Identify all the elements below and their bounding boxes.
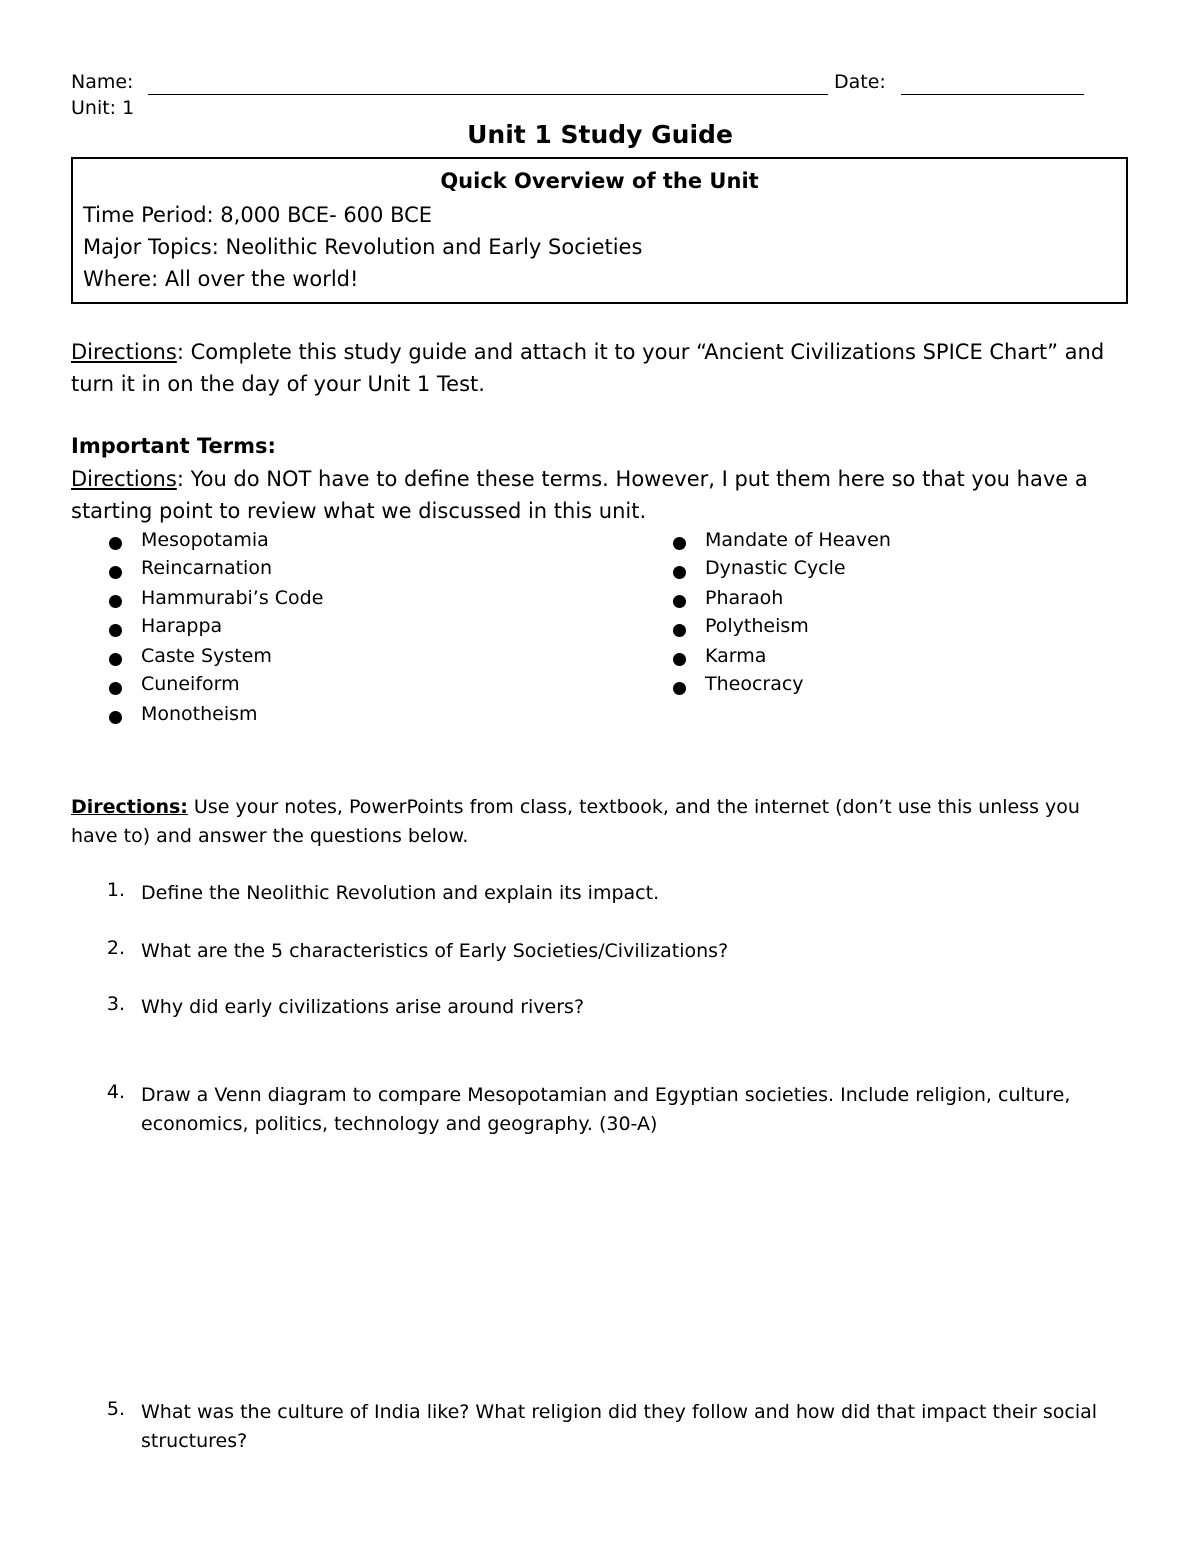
name-label: Name: [71,71,134,93]
terms-directions-label: Directions [71,467,177,491]
directions-label: Directions [71,340,177,364]
name-field[interactable] [148,94,828,95]
question-text: Draw a Venn diagram to compare Mesopotamian and Egyptian societies. Include religion, culture, economics, politics, technology and geography. (30-A) [141,1084,1071,1135]
overview-box [71,157,1128,304]
date-label: Date: [834,71,886,93]
bullet-icon [109,653,122,666]
directions-intro [71,336,1141,400]
bullet-icon [109,624,122,637]
bullet-icon [109,711,122,724]
directions2-label: Directions: [71,796,188,818]
bullet-icon [673,537,686,550]
term-item: Hammurabi’s Code [141,587,324,609]
term-item: Polytheism [705,615,809,637]
directions2-text: Use your notes, PowerPoints from class, textbook, and the internet (don’t use this unless you have to) and answer the questions below. [71,796,1080,847]
page-title: Unit 1 Study Guide [467,120,733,149]
question-number: 2. [106,937,125,959]
terms-directions [71,463,1136,527]
overview-time-period: Time Period: 8,000 BCE- 600 BCE [83,203,433,227]
question-text: Why did early civilizations arise around rivers? [141,996,585,1018]
term-item: Mandate of Heaven [705,529,891,551]
term-item: Reincarnation [141,557,273,579]
bullet-icon [109,682,122,695]
date-field[interactable] [901,94,1084,95]
overview-major-topics: Major Topics: Neolithic Revolution and Early Societies [83,235,643,259]
question-number: 1. [106,879,125,901]
overview-where: Where: All over the world! [83,267,359,291]
term-item: Karma [705,645,767,667]
unit-label: Unit: 1 [71,97,135,119]
question-number: 4. [106,1081,125,1103]
directions-text: : Complete this study guide and attach it to your “Ancient Civilizations SPICE Chart” and turn it in on the day of your Unit 1 Test. [71,340,1105,396]
question-text: What was the culture of India like? What religion did they follow and how did that impact their social structures? [141,1401,1098,1452]
term-item: Mesopotamia [141,529,269,551]
bullet-icon [673,624,686,637]
question-number: 3. [106,993,125,1015]
term-item: Pharaoh [705,587,784,609]
bullet-icon [673,682,686,695]
bullet-icon [109,566,122,579]
terms-heading: Important Terms: [71,434,276,458]
term-item: Dynastic Cycle [705,557,846,579]
term-item: Theocracy [705,673,804,695]
overview-heading: Quick Overview of the Unit [440,169,759,193]
bullet-icon [673,653,686,666]
term-item: Harappa [141,615,223,637]
term-item: Caste System [141,645,272,667]
question-text: Define the Neolithic Revolution and explain its impact. [141,882,660,904]
bullet-icon [673,595,686,608]
bullet-icon [109,595,122,608]
terms-directions-text: : You do NOT have to define these terms. However, I put them here so that you have a starting point to review what we discussed in this unit. [71,467,1088,523]
question-text: What are the 5 characteristics of Early Societies/Civilizations? [141,940,729,962]
term-item: Cuneiform [141,673,240,695]
directions-questions [71,793,1131,851]
term-item: Monotheism [141,703,258,725]
bullet-icon [109,537,122,550]
question-number: 5. [106,1398,125,1420]
bullet-icon [673,566,686,579]
